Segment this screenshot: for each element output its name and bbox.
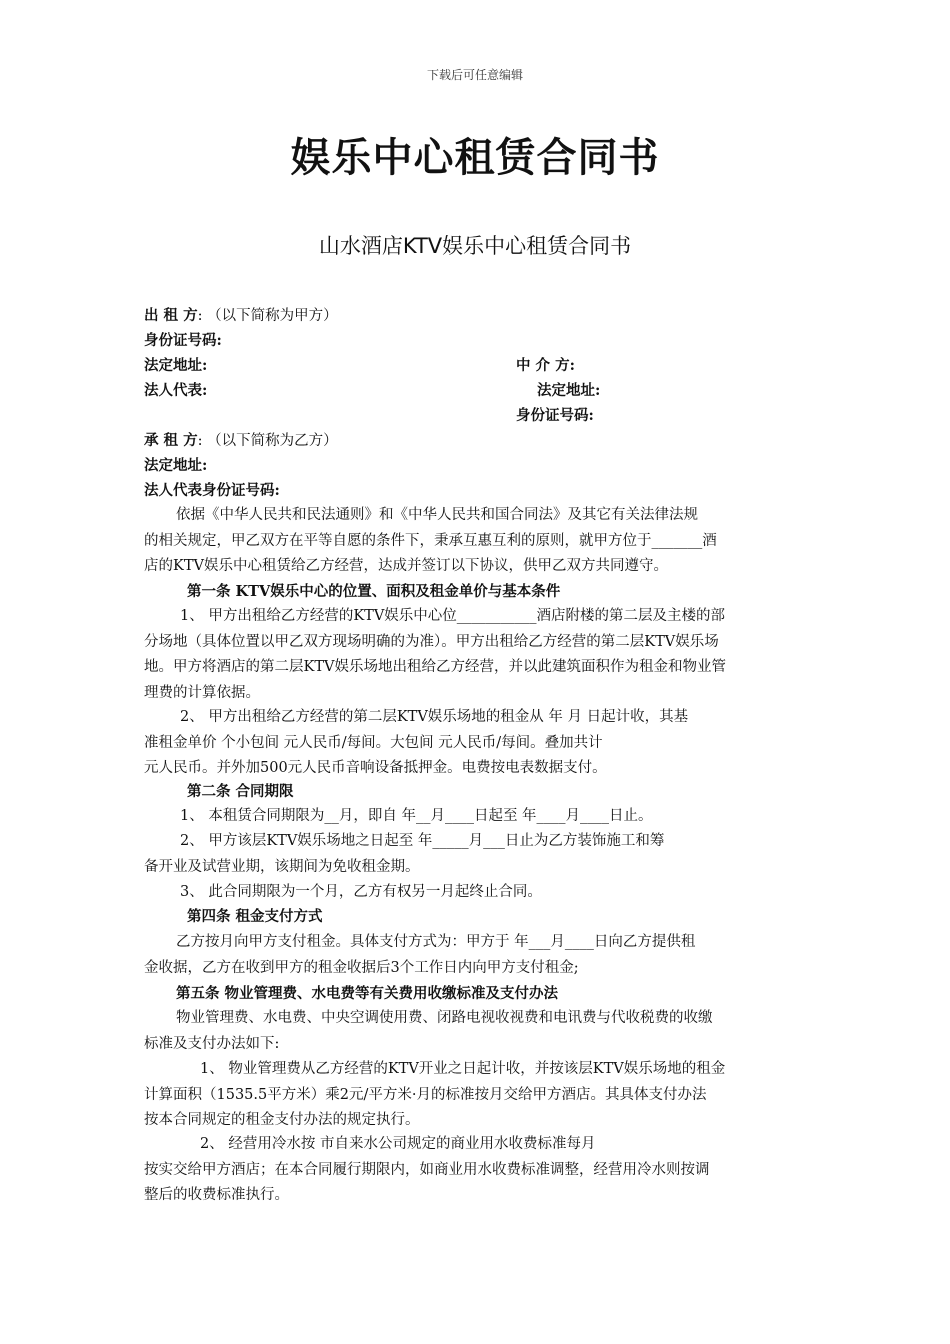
lessor-address-label: 法定地址: [144,357,208,374]
clause-line: 计算面积（1535.5平方米）乘2元/平方米·月的标准按月交给甲方酒店。其具体支付办法 [144,1086,707,1103]
clause-line: 金收据，乙方在收到甲方的租金收据后3个工作日内向甲方支付租金; [144,959,579,976]
lessee-rep-id-label: 法人代表身份证号码: [144,482,280,499]
clause-line: 物业管理费、水电费、中央空调使用费、闭路电视收视费和电讯费与代收税费的收缴 [176,1010,713,1026]
clause-line: 2、 经营用冷水按 市自来水公司规定的商业用水收费标准每月 [200,1136,596,1152]
clause-line: 理费的计算依据。 [144,684,260,701]
intro-line: 店的KTV娱乐中心租赁给乙方经营，达成并签订以下协议，供甲乙双方共同遵守。 [144,558,668,574]
article-1-heading: 第一条 KTV娱乐中心的位置、面积及租金单价与基本条件 [187,583,561,600]
clause-line: 乙方按月向甲方支付租金。具体支付方式为：甲方于 年___月____日向乙方提供租 [176,934,696,950]
clause-line: 按本合同规定的租金支付办法的规定执行。 [144,1112,420,1128]
intermediary-address-label: 法定地址: [537,382,601,399]
intermediary-id-label: 身份证号码: [516,407,594,424]
lessor-label: 出 租 方 [144,307,198,324]
article-2-heading: 第二条 合同期限 [187,783,294,800]
clause-line: 按实交给甲方酒店；在本合同履行期限内，如商业用水收费标准调整，经营用冷水则按调 [144,1161,710,1178]
header-note: 下载后可任意编辑 [426,68,523,82]
clause-line: 元人民币。并外加500元人民币音响设备抵押金。电费按电表数据支付。 [144,760,607,776]
clause-line: 整后的收费标准执行。 [144,1187,289,1203]
clause-line: 2、 甲方出租给乙方经营的第二层KTV娱乐场地的租金从 年 月 日起计收，其基 [180,709,689,725]
document-subtitle: 山水酒店KTV娱乐中心租赁合同书 [318,234,632,258]
clause-line: 3、 此合同期限为一个月，乙方有权另一月起终止合同。 [180,884,542,900]
clause-line: 标准及支付办法如下: [144,1035,280,1052]
article-5-clause-1 [144,1057,806,1134]
document-title: 娱乐中心租赁合同书 [290,135,660,181]
article-4-clause [144,930,806,981]
clause-line: 地。甲方将酒店的第二层KTV娱乐场地出租给乙方经营，并以此建筑面积作为租金和物业管 [144,659,726,675]
lessee-note: : （以下简称为乙方） [197,433,338,449]
clause-line: 1、 甲方出租给乙方经营的KTV娱乐中心位___________酒店附楼的第二层及主楼的部 [180,608,726,624]
clause-line: 1、 本租赁合同期限为__月，即自 年__月____日起至 年____月____日止。 [180,808,653,824]
lessor-note: : （以下简称为甲方） [197,308,338,324]
article-2-clause-3 [144,880,806,906]
intermediary-label: 中 介 方: [516,357,575,374]
article-2-clause-2 [144,829,806,880]
clause-line: 1、 物业管理费从乙方经营的KTV开业之日起计收，并按该层KTV娱乐场地的租金 [200,1061,726,1077]
article-2-clause-1 [144,804,806,830]
lessor-rep-label: 法人代表: [144,382,208,399]
intro-line: 的相关规定，甲乙双方在平等自愿的条件下，秉承互惠互利的原则，就甲方位于_______酒 [144,532,717,549]
clause-line: 准租金单价 个小包间 元人民币/每间。大包间 元人民币/每间。叠加共计 [144,734,603,751]
lessor-line [144,304,338,325]
lessee-line [144,429,338,450]
article-1-clause-2 [144,705,806,782]
article-5-clause-2 [144,1132,806,1209]
article-1-clause-1 [144,604,806,706]
intro-line: 依据《中华人民共和民法通则》和《中华人民共和国合同法》及其它有关法律法规 [176,507,698,523]
intro-paragraph [144,503,806,580]
lessor-id-label: 身份证号码: [144,332,222,349]
article-5-intro [144,1006,806,1057]
lessee-label: 承 租 方 [144,432,198,449]
article-4-heading: 第四条 租金支付方式 [187,908,323,925]
clause-line: 分场地（具体位置以甲乙双方现场明确的为准）。甲方出租给乙方经营的第二层KTV娱乐场 [144,633,719,650]
clause-line: 备开业及试营业期，该期间为免收租金期。 [144,858,420,875]
article-5-heading: 第五条 物业管理费、水电费等有关费用收缴标准及支付办法 [176,985,559,1002]
lessee-address-label: 法定地址: [144,457,208,474]
clause-line: 2、 甲方该层KTV娱乐场地之日起至 年_____月___日止为乙方装饰施工和筹 [180,833,665,849]
